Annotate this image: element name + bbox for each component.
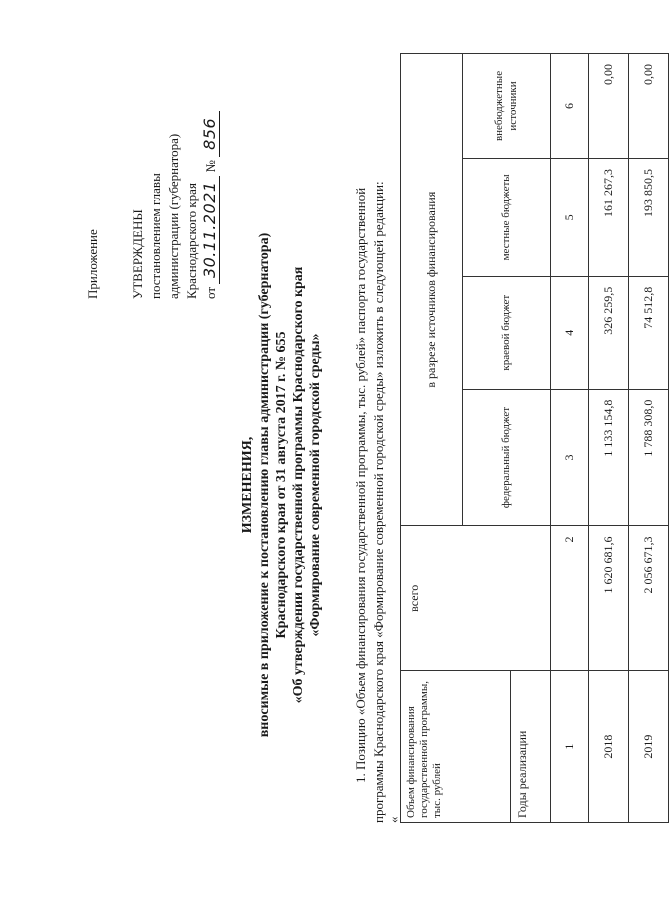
column-number-3: 3: [551, 389, 589, 526]
volume-header-cell: Объем финансирования государственной программы, тыс. рублей: [401, 671, 511, 823]
row-year: 2019: [629, 671, 669, 823]
approval-date-line: [200, 111, 220, 299]
opening-quote: «: [386, 816, 401, 823]
years-header-cell: Годы реализации: [511, 671, 551, 823]
table-row: [589, 54, 629, 823]
column-number-6: 6: [551, 54, 589, 159]
approved-label: УТВЕРЖДЕНЫ: [130, 209, 145, 299]
doc-heading: ИЗМЕНЕНИЯ,: [240, 436, 255, 534]
row-total: 1 620 681,6: [589, 526, 629, 671]
appendix-label: Приложение: [85, 229, 100, 299]
column-number-4: 4: [551, 276, 589, 389]
regional-header-cell: краевой бюджет: [463, 276, 551, 389]
row-total: 2 056 671,3: [629, 526, 669, 671]
extra-header-cell: внебюджетные источники: [463, 54, 551, 159]
row-extra: 0,00: [629, 54, 669, 159]
row-regional: 74 512,8: [629, 276, 669, 389]
table-number-row: [551, 54, 589, 823]
federal-header-cell: федеральный бюджет: [463, 389, 551, 526]
row-federal: 1 788 308,0: [629, 389, 669, 526]
row-local: 161 267,3: [589, 158, 629, 276]
column-number-1: 1: [551, 671, 589, 823]
approval-date: 30.11.2021: [200, 176, 220, 284]
local-header-cell: местные бюджеты: [463, 158, 551, 276]
sources-header-cell: в разрезе источников финансирования: [401, 54, 463, 526]
title-line-4: «Формирование современной городской среды»: [308, 333, 323, 637]
row-extra: 0,00: [589, 54, 629, 159]
table-header-row: [401, 54, 463, 823]
row-regional: 326 259,5: [589, 276, 629, 389]
paragraph-line-2: программы Краснодарского края «Формирование современной городской среды» изложить в следующей редакции:: [371, 181, 386, 823]
approval-line-1: постановлением главы: [148, 173, 163, 299]
title-line-2: Краснодарского края от 31 августа 2017 г. № 655: [274, 331, 289, 639]
number-sign: №: [203, 160, 218, 173]
row-federal: 1 133 154,8: [589, 389, 629, 526]
approval-line-2: администрации (губернатора): [166, 133, 181, 299]
approval-number: 856: [200, 111, 220, 157]
paragraph-line-1: 1. Позицию «Объем финансирования государственной программы, тыс. рублей» паспорта государственной: [353, 187, 368, 783]
from-label: от: [203, 286, 218, 299]
row-local: 193 850,5: [629, 158, 669, 276]
table-row: [629, 54, 669, 823]
column-number-2: 2: [551, 526, 589, 671]
financing-table: [400, 53, 669, 823]
row-year: 2018: [589, 671, 629, 823]
approval-line-3: Краснодарского края: [184, 183, 199, 299]
title-line-1: вносимые в приложение к постановлению главы администрации (губернатора): [257, 232, 272, 738]
column-number-5: 5: [551, 158, 589, 276]
total-header-cell: всего: [401, 526, 551, 671]
title-line-3: «Об утверждении государственной программы Краснодарского края: [291, 266, 306, 704]
